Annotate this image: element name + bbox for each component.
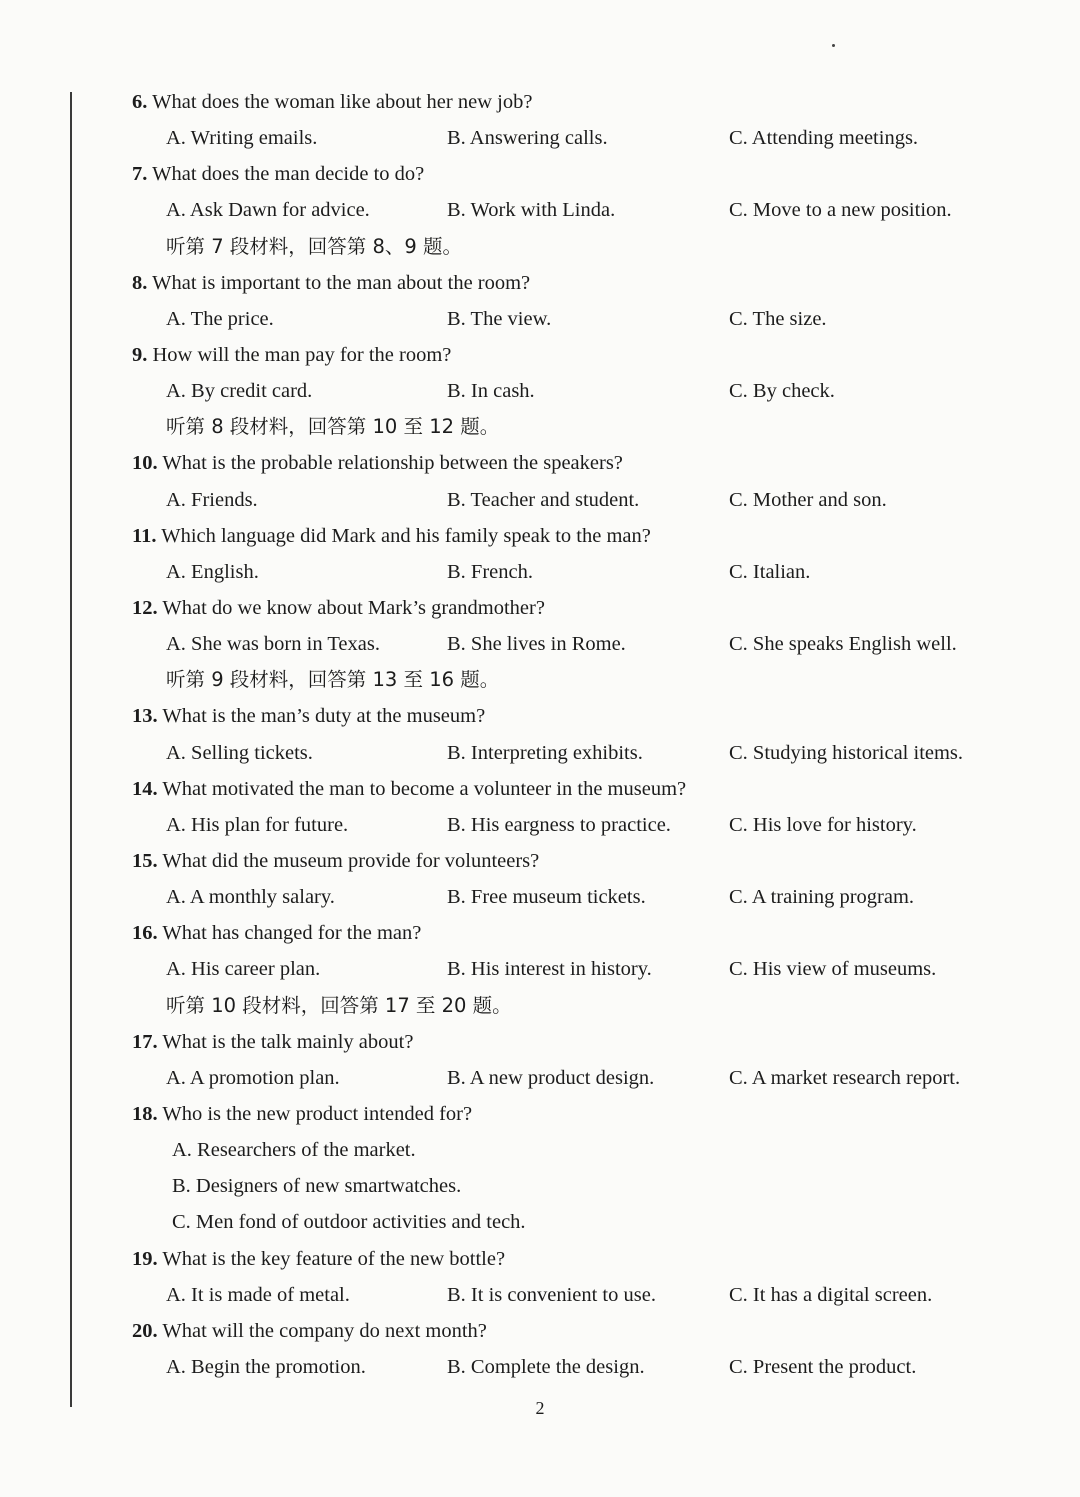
options-row: [0, 482, 1080, 518]
question-text: What does the man decide to do?: [152, 163, 425, 186]
question-text: What did the museum provide for volunteers?: [162, 849, 540, 872]
option-b: B. It is convenient to use.: [447, 1283, 656, 1306]
question-text: What motivated the man to become a volunteer in the museum?: [162, 777, 687, 800]
option-c: C. His view of museums.: [729, 958, 937, 981]
option-a: A. English.: [166, 560, 259, 583]
option-line: C. Men fond of outdoor activities and tech.: [172, 1211, 526, 1234]
page-number: 2: [535, 1398, 545, 1418]
option-a: A. Friends.: [166, 488, 258, 511]
option-c: C. A training program.: [729, 886, 915, 909]
question-stem: [0, 265, 1080, 301]
option-c: C. The size.: [729, 307, 827, 330]
options-row: [0, 951, 1080, 987]
option-b: B. His interest in history.: [447, 958, 652, 981]
option-c: C. It has a digital screen.: [729, 1283, 933, 1306]
option-c: C. A market research report.: [729, 1066, 961, 1089]
option-a: A. By credit card.: [166, 380, 313, 403]
question-stem: [0, 156, 1080, 192]
question-number: 8.: [132, 271, 148, 294]
question-text: What will the company do next month?: [162, 1319, 487, 1342]
option-a: A. His career plan.: [166, 958, 321, 981]
options-row: [0, 192, 1080, 228]
option-b: B. She lives in Rome.: [447, 633, 626, 656]
question-text: What is the key feature of the new bottle?: [162, 1247, 506, 1270]
question-number: 6.: [132, 91, 148, 113]
question-text: What is the probable relationship between the speakers?: [162, 452, 623, 475]
question-stem: [0, 915, 1080, 951]
question-number: 12.: [132, 596, 158, 619]
option-a: A. The price.: [166, 307, 274, 330]
question-number: 15.: [132, 849, 158, 872]
question-number: 18.: [132, 1102, 158, 1125]
question-stem: [0, 698, 1080, 734]
option-line: A. Researchers of the market.: [172, 1139, 416, 1162]
question-number: 10.: [132, 452, 158, 475]
question-number: 16.: [132, 922, 158, 945]
options-row: [0, 1060, 1080, 1096]
option-a: A. His plan for future.: [166, 813, 349, 836]
option-c: C. Move to a new position.: [729, 199, 952, 222]
option-b: B. Free museum tickets.: [447, 886, 646, 909]
option-b: B. Interpreting exhibits.: [447, 741, 643, 764]
option-a: A. A promotion plan.: [166, 1066, 340, 1089]
option-b: B. Complete the design.: [447, 1355, 645, 1378]
options-row: [0, 879, 1080, 915]
question-number: 19.: [132, 1247, 158, 1270]
option-c: C. She speaks English well.: [729, 633, 957, 656]
option-b: B. In cash.: [447, 380, 535, 403]
option-b: B. French.: [447, 560, 533, 583]
option-a: A. It is made of metal.: [166, 1283, 350, 1306]
options-row: [0, 626, 1080, 662]
option-line: B. Designers of new smartwatches.: [172, 1175, 462, 1198]
question-number: 7.: [132, 163, 148, 186]
options-row: [0, 807, 1080, 843]
question-stem: [0, 445, 1080, 481]
question-stem: [0, 518, 1080, 554]
options-row: [0, 1277, 1080, 1313]
section-instruction: 听第 9 段材料，回答第 13 至 16 题。: [166, 668, 500, 692]
question-number: 20.: [132, 1319, 158, 1342]
option-b: B. Teacher and student.: [447, 488, 640, 511]
question-text: What does the woman like about her new job?: [152, 91, 533, 113]
question-text: Who is the new product intended for?: [162, 1102, 473, 1125]
question-text: How will the man pay for the room?: [152, 343, 452, 366]
question-number: 14.: [132, 777, 158, 800]
question-text: Which language did Mark and his family speak to the man?: [161, 524, 651, 547]
option-c: C. Italian.: [729, 560, 811, 583]
option-a: A. A monthly salary.: [166, 886, 335, 909]
options-row: [0, 373, 1080, 409]
question-stem: [0, 1096, 1080, 1132]
options-row: [0, 735, 1080, 771]
scan-speck: [832, 44, 835, 47]
question-text: What has changed for the man?: [162, 922, 422, 945]
question-text: What is important to the man about the room?: [152, 271, 531, 294]
option-b: B. His eargness to practice.: [447, 813, 671, 836]
option-b: B. A new product design.: [447, 1066, 655, 1089]
question-stem: [0, 84, 1080, 120]
option-c: C. Present the product.: [729, 1355, 917, 1378]
option-c: C. Studying historical items.: [729, 741, 964, 764]
option-c: C. Mother and son.: [729, 488, 887, 511]
option-a: A. Selling tickets.: [166, 741, 313, 764]
options-row: [0, 301, 1080, 337]
options-row: [0, 1349, 1080, 1385]
question-number: 9.: [132, 343, 148, 366]
options-row: [0, 120, 1080, 156]
option-c: C. Attending meetings.: [729, 127, 919, 150]
option-b: B. Work with Linda.: [447, 199, 616, 222]
section-instruction: 听第 8 段材料，回答第 10 至 12 题。: [166, 415, 500, 439]
question-text: What do we know about Mark’s grandmother?: [162, 596, 545, 619]
option-a: A. She was born in Texas.: [166, 633, 380, 656]
section-instruction: 听第 10 段材料，回答第 17 至 20 题。: [166, 993, 512, 1017]
option-a: A. Ask Dawn for advice.: [166, 199, 370, 222]
question-stem: [0, 843, 1080, 879]
option-b: B. Answering calls.: [447, 127, 608, 150]
question-number: 17.: [132, 1030, 158, 1053]
question-number: 11.: [132, 524, 157, 547]
option-c: C. By check.: [729, 380, 835, 403]
question-number: 13.: [132, 705, 158, 728]
question-stem: [0, 1241, 1080, 1277]
options-row: [0, 554, 1080, 590]
question-stem: [0, 337, 1080, 373]
question-stem: [0, 1313, 1080, 1349]
section-instruction: 听第 7 段材料，回答第 8、9 题。: [166, 234, 463, 258]
question-text: What is the man’s duty at the museum?: [162, 705, 486, 728]
question-text: What is the talk mainly about?: [162, 1030, 414, 1053]
question-stem: [0, 1024, 1080, 1060]
exam-page: [0, 84, 1080, 1385]
question-stem: [0, 590, 1080, 626]
option-c: C. His love for history.: [729, 813, 917, 836]
option-a: A. Writing emails.: [166, 127, 318, 150]
option-b: B. The view.: [447, 307, 552, 330]
option-a: A. Begin the promotion.: [166, 1355, 366, 1378]
question-stem: [0, 771, 1080, 807]
